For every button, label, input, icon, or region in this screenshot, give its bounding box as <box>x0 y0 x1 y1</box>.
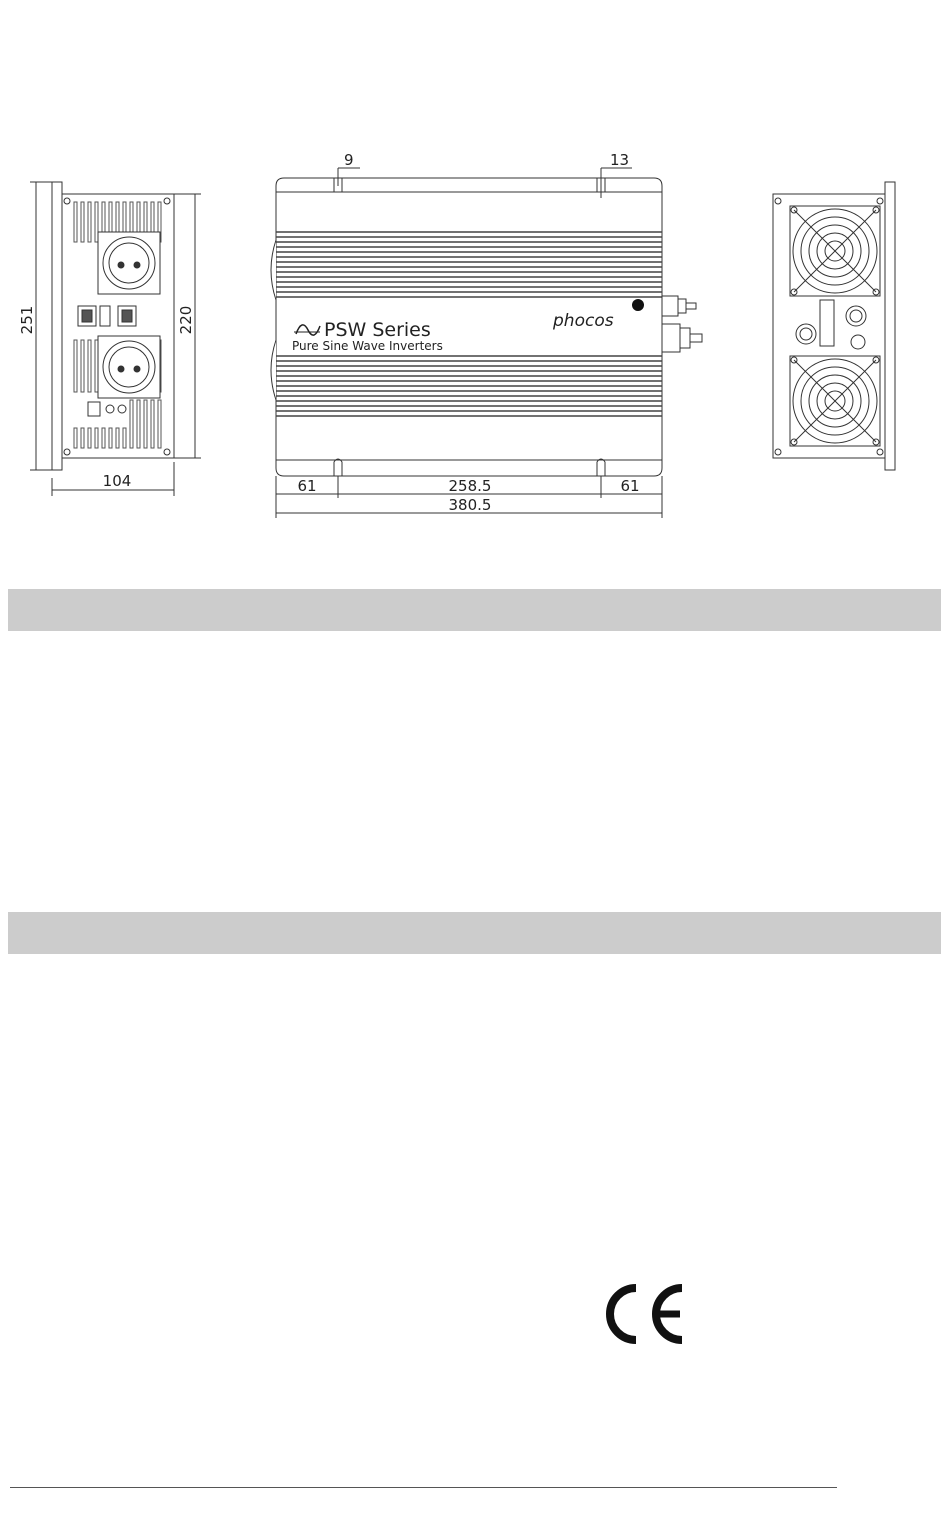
series-logo <box>294 325 320 335</box>
dim-side-height-outer: 251 <box>18 305 36 335</box>
dim-side-width: 104 <box>102 472 132 490</box>
dim-right-offset: 61 <box>620 477 640 495</box>
section-header-bar-1 <box>8 589 941 631</box>
dim-side-height-inner: 220 <box>177 305 195 335</box>
dc-terminals <box>662 296 702 352</box>
series-subtitle: Pure Sine Wave Inverters <box>292 339 443 353</box>
heatsink-fins-top <box>276 232 662 297</box>
fan-top <box>790 206 880 296</box>
section-header-bar-2 <box>8 912 941 954</box>
rear-view <box>773 182 895 470</box>
dim-hole-spacing: 258.5 <box>448 477 492 495</box>
sine-wave-icon <box>296 325 320 335</box>
brand-dot-icon <box>632 299 644 311</box>
dim-left-offset: 61 <box>297 477 317 495</box>
side-vents-bottom <box>74 400 161 448</box>
fan-bottom <box>790 356 880 446</box>
heatsink-fins-bottom <box>276 356 662 416</box>
footer-divider <box>10 1487 837 1488</box>
series-title: PSW Series <box>324 319 431 341</box>
dim-notch-right: 13 <box>610 151 630 169</box>
product-dimension-drawing <box>0 0 950 560</box>
ce-certification-mark <box>602 1282 712 1348</box>
dim-notch-left: 9 <box>344 151 354 169</box>
side-view <box>52 182 174 470</box>
brand-logo: phocos <box>553 311 614 331</box>
dim-total-length: 380.5 <box>448 496 492 514</box>
ac-socket-top <box>98 232 160 294</box>
ac-socket-bottom <box>98 336 160 398</box>
